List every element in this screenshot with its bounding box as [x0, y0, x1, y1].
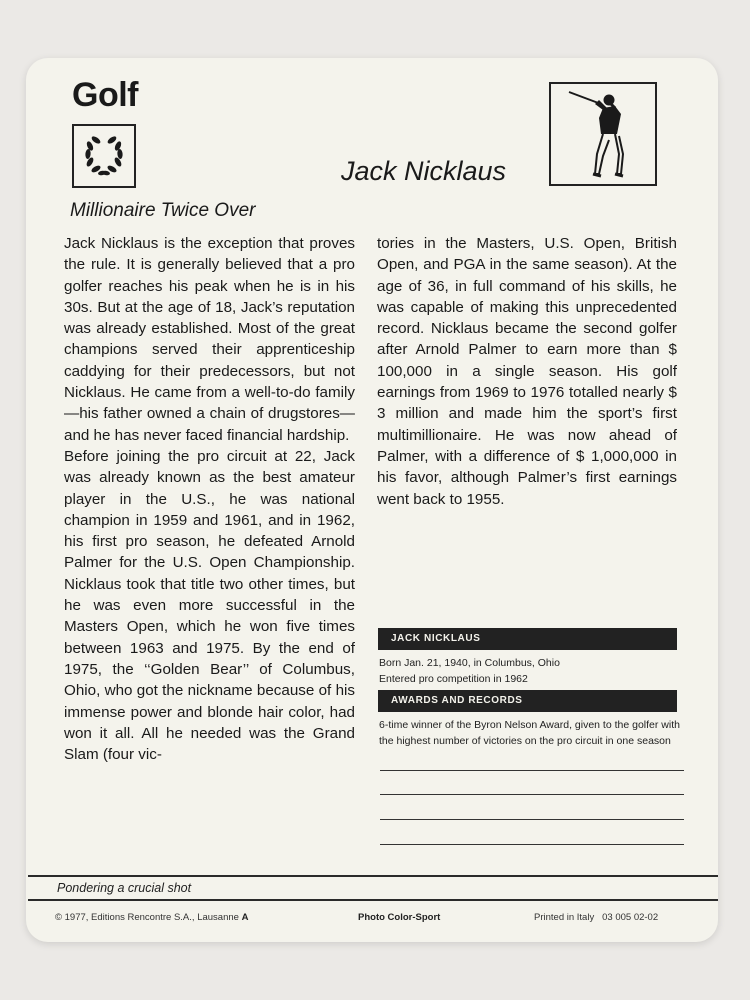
print-info [534, 912, 658, 923]
body-paragraph: Jack Nicklaus is the exception that proves the rule. It is generally believed that a pro golfer reaches his peak when he is in his 30s. But at the age of 18, Jack’s reputation was already established. Most of the great champions served their apprenticeship caddying for their predecessors, but not Nicklaus. He came from a well-to-do family—his father owned a chain of drugstores—and he has never faced financial hardship. [64, 235, 355, 444]
blank-line [380, 770, 684, 771]
copyright [55, 912, 248, 923]
printed-in: Printed in Italy [534, 912, 595, 923]
body-column-left [64, 233, 355, 765]
blank-line [380, 844, 684, 845]
awards-heading: AWARDS AND RECORDS [378, 690, 677, 712]
copyright-text: © 1977, Editions Rencontre S.A., Lausanne [55, 912, 239, 923]
sport-title: Golf [72, 76, 138, 114]
laurel-wreath-icon [80, 132, 128, 180]
profile-heading: JACK NICKLAUS [378, 628, 677, 650]
golfer-swing-icon [551, 84, 655, 184]
golfer-pictogram [549, 82, 657, 186]
laurel-emblem [72, 124, 136, 188]
blank-line [380, 794, 684, 795]
copyright-letter: A [241, 912, 249, 923]
photo-caption: Pondering a crucial shot [57, 881, 192, 895]
profile-details [379, 656, 684, 687]
body-column-right [377, 233, 677, 510]
blank-line [380, 819, 684, 820]
profile-line: Entered pro competition in 1962 [379, 672, 528, 685]
caption-divider-bottom [28, 899, 718, 901]
player-name: Jack Nicklaus [341, 156, 507, 186]
body-paragraph: Before joining the pro circuit at 22, Jack was already known as the best amateur player in the U.S., he was national champion in 1959 and 1961, and in 1962, his first pro season, he defeated Arnold Palmer for the U.S. Open Championship. Nicklaus took that title two other times, but he was even more successful in the Masters Open, which he won five times between 1963 and 1975. By the end of 1975, the ‘‘Golden Bear’’ of Columbus, Ohio, who got the nickname because of his immense power and blonde hair color, had won it all. All he needed was the Grand Slam (four vic- [64, 447, 355, 764]
body-paragraph: tories in the Masters, U.S. Open, British Open, and PGA in the same season). At the age of 36, in full command of his skills, he was capable of making this unprecedented record. Nicklaus became the second golfer after Arnold Palmer to earn more than $ 100,000 in a single season. His golf earnings from 1969 to 1976 totalled nearly $ 3 million and made him the sport’s first multimillionaire. He was now ahead of Palmer, with a difference of $ 1,000,000 in his favor, although Palmer’s first earnings went back to 1955. [377, 235, 677, 508]
photo-credit: Photo Color-Sport [358, 912, 441, 923]
profile-line: Born Jan. 21, 1940, in Columbus, Ohio [379, 657, 560, 669]
headline: Millionaire Twice Over [70, 200, 256, 221]
awards-text: 6-time winner of the Byron Nelson Award, given to the golfer with the highest number of victories on the pro circuit in one season [379, 719, 680, 747]
card-code: 03 005 02-02 [602, 912, 659, 923]
caption-divider-top [28, 875, 718, 877]
